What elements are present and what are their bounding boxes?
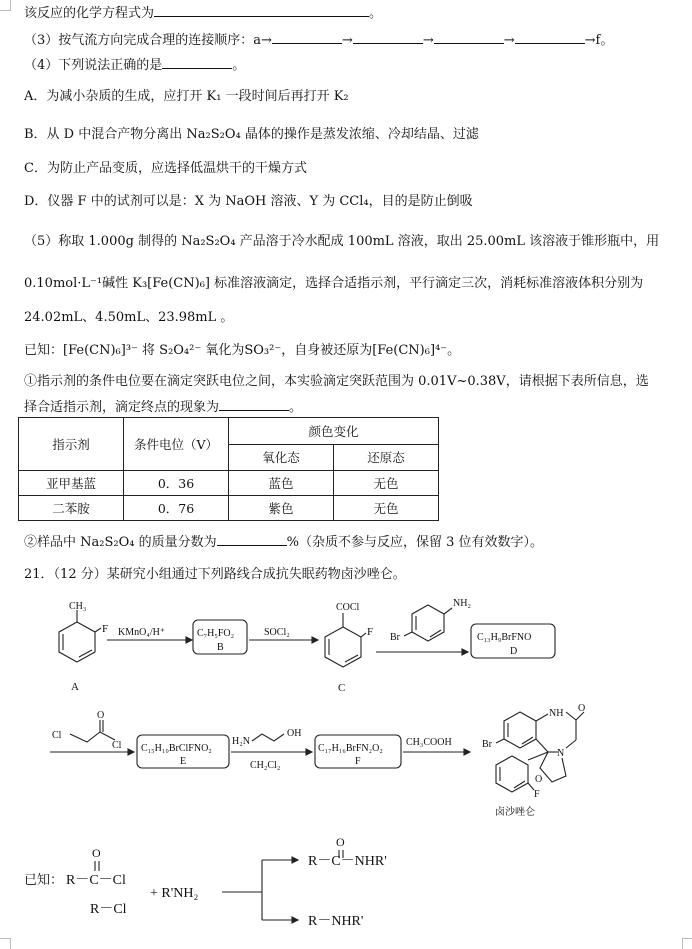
br-label: Br — [482, 739, 492, 750]
formula-b: C₇H₅FO₂ — [197, 628, 235, 639]
q5-line-1: （5）称取 1.000g 制得的 Na₂S₂O₄ 产品溶于冷水配成 100mL 溶液，取出 25.00mL 该溶液于锥形瓶中，用 — [24, 234, 660, 249]
q4-prompt: （4）下列说法正确的是 — [24, 58, 163, 73]
arrow-1: → — [341, 33, 353, 48]
corner-mark-top-left — [0, 0, 11, 11]
known-reaction-scheme — [0, 830, 692, 940]
header-color-change: 颜色变化 — [229, 418, 439, 445]
cell-ox: 紫色 — [229, 496, 334, 521]
cell-ox: 蓝色 — [229, 471, 334, 496]
q3-prompt: （3）按气流方向完成合理的连接顺序：a→ — [24, 33, 272, 48]
period: 。 — [289, 400, 303, 415]
blank-2 — [353, 30, 423, 44]
option-c: C．为防止产品变质，应选择低温烘干的干燥方式 — [24, 161, 307, 176]
header-indicator: 指示剂 — [19, 418, 124, 471]
q21-title: 21．（12 分）某研究小组通过下列路线合成抗失眠药物卤沙唑仑。 — [24, 567, 406, 582]
cell-red: 无色 — [334, 496, 439, 521]
amine-product: R－NHR' — [308, 914, 364, 929]
label-a: A — [71, 681, 79, 693]
bromoaniline — [390, 598, 471, 643]
table-row — [19, 496, 439, 521]
label-c: C — [338, 682, 346, 694]
ethanolamine-oh: OH — [287, 728, 302, 739]
carbonyl-o: O — [578, 703, 586, 714]
alkyl-chloride: R－Cl — [90, 902, 127, 917]
reactant-carbonyl-o: O — [92, 846, 101, 860]
period: 。 — [232, 58, 246, 73]
nh2-label: NH₂ — [453, 598, 471, 609]
br-label: Br — [390, 632, 400, 643]
label-f: F — [355, 756, 361, 767]
table-row — [19, 471, 439, 496]
cell-name: 二苯胺 — [19, 496, 124, 521]
q5-line-2: 0.10mol·L⁻¹碱性 K₃[Fe(CN)₆] 标准溶液滴定，选择合适指示剂，平行滴定三次，消耗标准溶液体积分别为 — [24, 276, 644, 291]
option-b: B．从 D 中混合产物分离出 Na₂S₂O₄ 晶体的操作是蒸发浓缩、冷却结晶、过滤 — [24, 127, 479, 142]
blank-3 — [434, 30, 504, 44]
product-name: 卤沙唑仑 — [495, 807, 535, 818]
ethanolamine-nh2: H₂N — [232, 736, 250, 747]
sub1-prompt: 择合适指示剂，滴定终点的现象为 — [24, 400, 220, 415]
header-oxidized: 氧化态 — [229, 444, 334, 471]
formula-d: C₁₃H₉BrFNO — [477, 632, 532, 643]
arrow-2: → — [422, 33, 434, 48]
sub2-end: %（杂质不参与反应，保留 3 位有效数字）。 — [286, 535, 543, 550]
period: 。 — [369, 6, 383, 21]
indicator-table — [18, 417, 439, 521]
synthesis-scheme — [0, 590, 692, 830]
compound-c — [325, 602, 373, 667]
label-d: D — [510, 646, 518, 657]
haloxazolam-structure — [482, 703, 585, 800]
n-label: N — [557, 748, 565, 759]
product-carbonyl-o: O — [336, 835, 345, 849]
q3-end: →f。 — [584, 33, 614, 48]
label-b: B — [217, 642, 224, 653]
sub1-line-1: ①指示剂的条件电位要在滴定突跃电位之间，本实验滴定突跃范围为 0.01V~0.38V，请根据下表所信息，选 — [24, 374, 649, 389]
cell-potential: 0．76 — [124, 496, 229, 521]
nh-label: NH — [549, 708, 564, 719]
fluorine-label: F — [534, 789, 540, 800]
q4-line — [24, 55, 245, 75]
cell-name: 亚甲基蓝 — [19, 471, 124, 496]
reagent-ch2cl2: CH₂Cl₂ — [250, 760, 281, 771]
q5-line-3: 24.02mL、4.50mL、23.98mL 。 — [24, 310, 234, 325]
header-reduced: 还原态 — [334, 444, 439, 471]
reagent-kmno4: KMnO₄/H⁺ — [118, 627, 166, 638]
q4-blank — [162, 55, 232, 69]
cell-red: 无色 — [334, 471, 439, 496]
cocl-label: COCl — [336, 602, 360, 613]
formula-e: C₁₅H₁₀BrClFNO₂ — [141, 743, 212, 754]
option-a: A．为减小杂质的生成，应打开 K₁ 一段时间后再打开 K₂ — [24, 89, 349, 104]
reagent-socl2: SOCl₂ — [264, 627, 290, 638]
sub2-prompt: ②样品中 Na₂S₂O₄ 的质量分数为 — [24, 535, 217, 550]
blank-4 — [515, 30, 585, 44]
fluorine-label: F — [367, 626, 374, 638]
equation-line — [24, 3, 382, 23]
equation-prompt: 该反应的化学方程式为 — [24, 6, 155, 21]
cl-label-2: Cl — [112, 740, 122, 751]
cell-potential: 0．36 — [124, 471, 229, 496]
compound-a — [59, 601, 108, 662]
oxazolidine-o: O — [535, 774, 543, 785]
o-label: O — [97, 710, 105, 721]
known-reaction: 已知：[Fe(CN)₆]³⁻ 将 S₂O₄²⁻ 氧化为SO₃²⁻，自身被还原为[Fe(CN)₆]⁴⁻。 — [24, 343, 461, 358]
amide-product: R－C－NHR' — [308, 854, 387, 869]
q3-line — [24, 30, 613, 50]
cl-label-1: Cl — [52, 730, 62, 741]
label-e: E — [180, 756, 187, 767]
fluorine-label: F — [102, 623, 109, 635]
sub2-line — [24, 532, 543, 552]
sub2-blank — [217, 532, 287, 546]
sub1-blank — [219, 397, 289, 411]
header-potential: 条件电位（V） — [124, 418, 229, 471]
chloroacetyl-chloride — [52, 710, 122, 751]
option-d: D．仪器 F 中的试剂可以是：X 为 NaOH 溶液、Y 为 CCl₄，目的是防止倒吸 — [24, 194, 473, 209]
known-label: 已知： — [24, 873, 64, 888]
arrow-3: → — [503, 33, 515, 48]
sub1-line-2 — [24, 397, 302, 417]
equation-blank — [154, 3, 369, 17]
acyl-chloride: R－C－Cl — [66, 873, 126, 888]
formula-f: C₁₇H₁₆BrFN₂O₂ — [318, 743, 383, 754]
amine-reagent: + R'NH₂ — [150, 886, 199, 901]
reagent-acetic-acid: CH₃COOH — [406, 737, 452, 748]
ch3-label: CH₃ — [69, 601, 87, 612]
blank-1 — [272, 30, 342, 44]
